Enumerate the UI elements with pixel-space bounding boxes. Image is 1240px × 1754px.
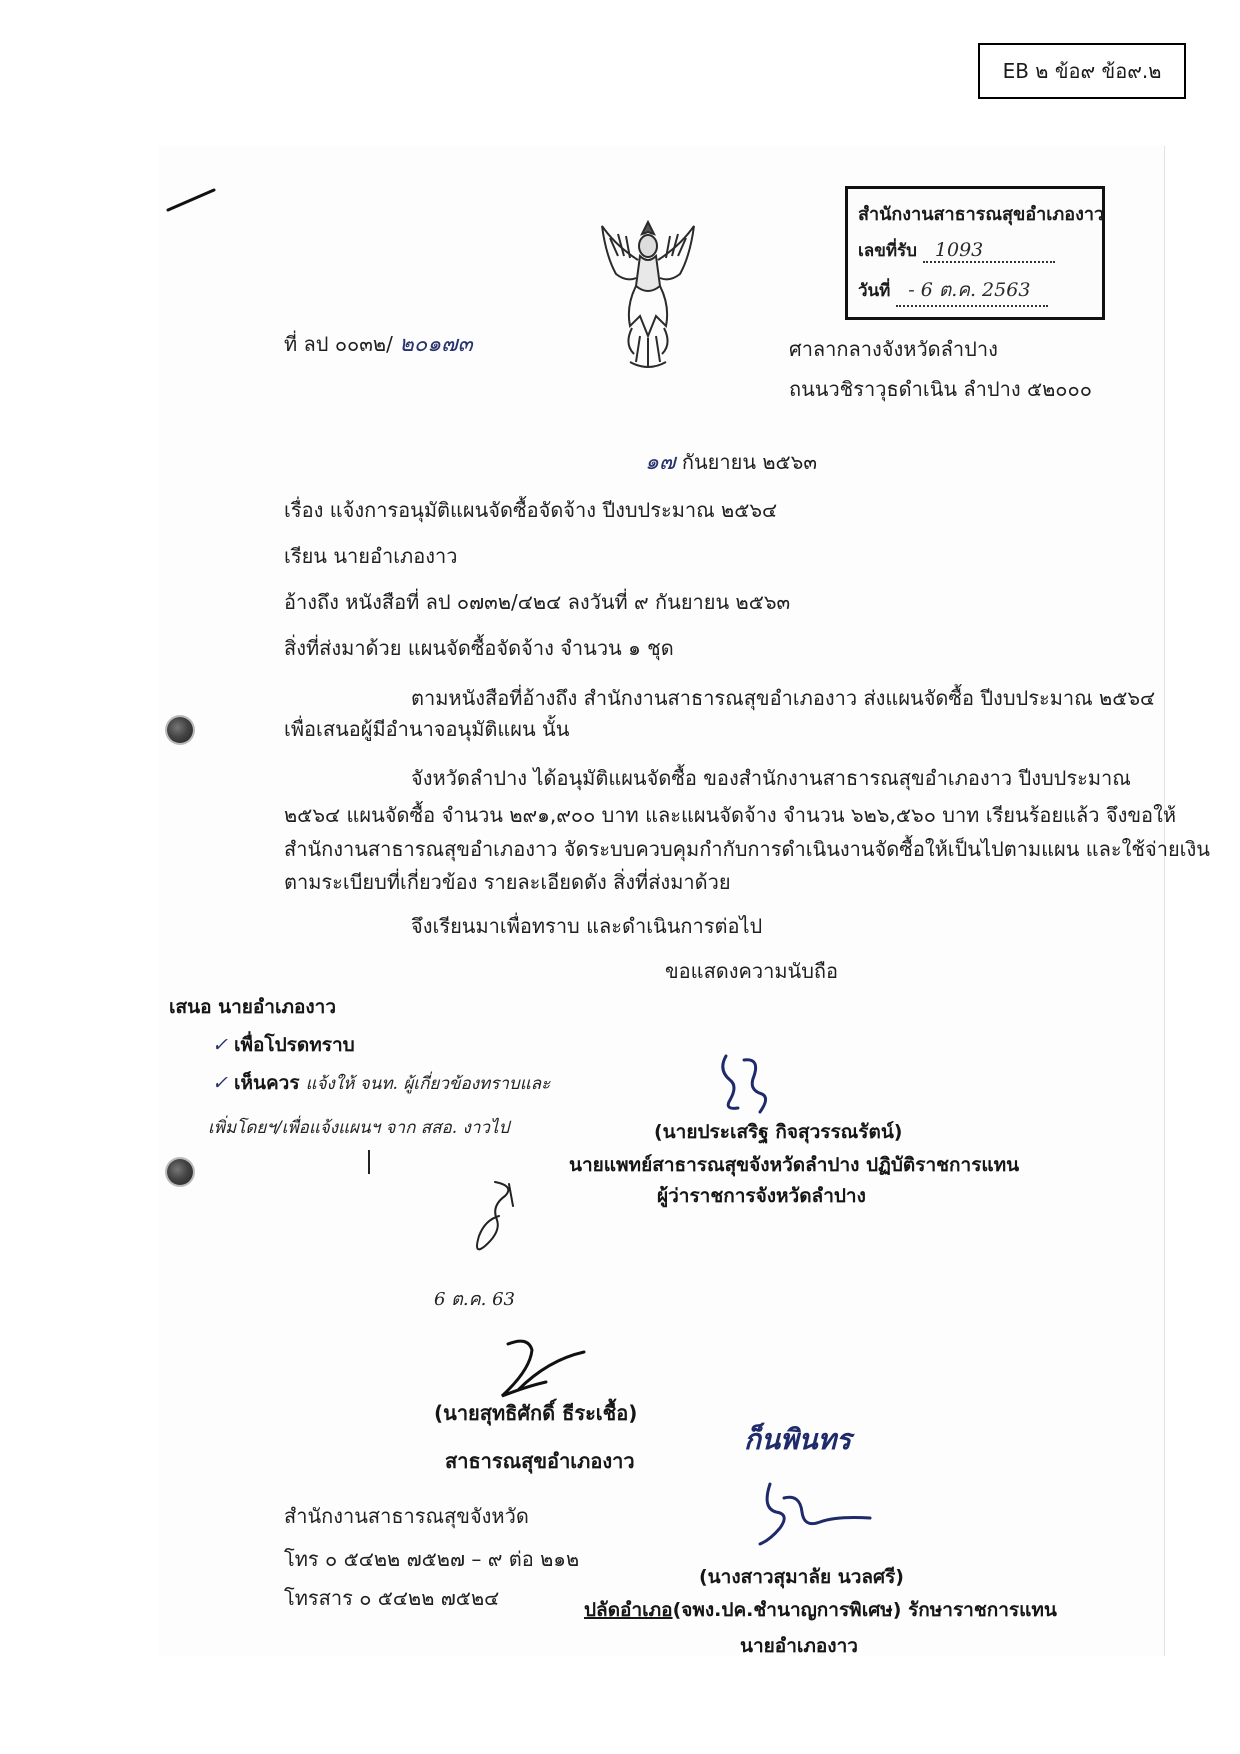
- contact-phone: โทร ๐ ๕๔๒๒ ๗๕๒๗ – ๙ ต่อ ๒๑๒: [284, 1547, 580, 1571]
- signatory-district-chief-name: (นางสาวสุมาลัย นวลศรี): [699, 1566, 904, 1588]
- punch-hole: [167, 1159, 193, 1185]
- note-handwritten-line-1: แจ้งให้ จนท. ผู้เกี่ยวข้องทราบและ: [305, 1074, 551, 1094]
- receipt-date-value: - 6 ต.ค. 2563: [896, 275, 1048, 307]
- body-para2-line: จังหวัดลำปาง ได้อนุมัติแผนจัดซื้อ ของสำนักงานสาธารณสุขอำเภองาว ปีงบประมาณ: [411, 766, 1131, 790]
- signature-note-approver: [455, 1176, 525, 1260]
- receipt-number-label: เลขที่รับ: [858, 241, 917, 261]
- handwritten-word: ก็นพินทร: [744, 1423, 852, 1456]
- note-option-2: [212, 1068, 550, 1098]
- signatory-district-health-name: (นายสุทธิศักดิ์ ธีระเชื้อ): [434, 1401, 638, 1425]
- body-para1-line: ตามหนังสือที่อ้างถึง สำนักงานสาธารณสุขอำเภองาว ส่งแผนจัดซื้อ ปีงบประมาณ ๒๕๖๔: [411, 686, 1156, 710]
- signature-provincial-health: [704, 1050, 784, 1120]
- note-option-1-label: เพื่อโปรดทราบ: [233, 1034, 355, 1056]
- signatory-district-health-title: สาธารณสุขอำเภองาว: [445, 1449, 635, 1473]
- reference-line: อ้างถึง หนังสือที่ ลป ๐๗๓๒/๔๒๔ ลงวันที่ ๙ กันยายน ๒๕๖๓: [284, 590, 791, 614]
- doc-number: [284, 330, 473, 359]
- receipt-number-value: 1093: [923, 239, 1055, 263]
- note-option-1: [212, 1030, 355, 1060]
- title-underlined: ปลัดอำเภอ: [584, 1599, 673, 1621]
- receipt-stamp: [845, 186, 1105, 320]
- signature-district-chief: [740, 1478, 880, 1550]
- reference-box: EB ๒ ข้อ๙ ข้อ๙.๒: [978, 43, 1186, 99]
- receipt-date-label: วันที่: [858, 281, 891, 301]
- pen-mark: [166, 186, 218, 214]
- contact-office: สำนักงานสาธารณสุขจังหวัด: [284, 1504, 529, 1528]
- punch-hole: [167, 717, 193, 743]
- address-line-2: ถนนวชิราวุธดำเนิน ลำปาง ๕๒๐๐๐: [789, 377, 1092, 401]
- closing-line: จึงเรียนมาเพื่อทราบ และดำเนินการต่อไป: [411, 914, 763, 938]
- signatory-province-name: (นายประเสริฐ กิจสุวรรณรัตน์): [654, 1121, 903, 1143]
- regards-line: ขอแสดงความนับถือ: [665, 959, 839, 983]
- body-para2-line: ๒๕๖๔ แผนจัดซื้อ จำนวน ๒๙๑,๙๐๐ บาท และแผนจัดจ้าง จำนวน ๖๒๖,๕๖๐ บาท เรียนร้อยแล้ว จึงขอให้: [284, 803, 1177, 827]
- note-handwritten-date: 6 ต.ค. 63: [434, 1289, 515, 1310]
- check-mark-icon: ✓: [212, 1034, 228, 1056]
- pen-stroke: [366, 1148, 372, 1176]
- doc-number-prefix: ที่ ลป ๐๐๓๒/: [284, 332, 393, 356]
- contact-fax: โทรสาร ๐ ๕๔๒๒ ๗๕๒๔: [284, 1586, 500, 1610]
- enclosure-line: สิ่งที่ส่งมาด้วย แผนจัดซื้อจัดจ้าง จำนวน ๑ ชุด: [284, 636, 674, 660]
- subject-line: เรื่อง แจ้งการอนุมัติแผนจัดซื้อจัดจ้าง ปีงบประมาณ ๒๕๖๔: [284, 498, 778, 522]
- doc-number-handwritten: ๒๐๑๗๓: [399, 332, 473, 357]
- date-month-year: กันยายน ๒๕๖๓: [681, 450, 818, 474]
- letter-date: [645, 448, 817, 477]
- note-handwritten-line-2: เพิ่มโดยฯ/เพื่อแจ้งแผนฯ จาก สสอ. งาวไป: [208, 1118, 510, 1138]
- address-line-1: ศาลากลางจังหวัดลำปาง: [789, 337, 998, 361]
- receipt-office: สำนักงานสาธารณสุขอำเภองาว: [858, 204, 1105, 225]
- garuda-emblem-icon: [596, 216, 700, 374]
- signatory-district-chief-title-2: นายอำเภองาว: [740, 1635, 858, 1657]
- date-day-handwritten: ๑๗: [645, 450, 676, 475]
- body-para1-line: เพื่อเสนอผู้มีอำนาจอนุมัติแผน นั้น: [284, 717, 570, 741]
- signatory-district-chief-title: [584, 1595, 1057, 1625]
- title-rest: (จพง.ปค.ชำนาญการพิเศษ) รักษาราชการแทน: [672, 1599, 1057, 1621]
- check-mark-icon: ✓: [212, 1072, 228, 1094]
- note-option-2-label: เห็นควร: [233, 1072, 300, 1094]
- body-para2-line: สำนักงานสาธารณสุขอำเภองาว จัดระบบควบคุมกำกับการดำเนินงานจัดซื้อให้เป็นไปตามแผน และใช้จ่ายเงิน: [284, 837, 1210, 861]
- to-line: เรียน นายอำเภองาว: [284, 544, 458, 568]
- receipt-number-row: [858, 237, 1055, 264]
- signatory-province-title-2: ผู้ว่าราชการจังหวัดลำปาง: [657, 1185, 866, 1207]
- body-para2-line: ตามระเบียบที่เกี่ยวข้อง รายละเอียดดัง สิ่งที่ส่งมาด้วย: [284, 870, 731, 894]
- note-heading: เสนอ นายอำเภองาว: [169, 996, 337, 1018]
- receipt-date-row: [858, 275, 1048, 307]
- signatory-province-title: นายแพทย์สาธารณสุขจังหวัดลำปาง ปฏิบัติราชการแทน: [569, 1154, 1020, 1176]
